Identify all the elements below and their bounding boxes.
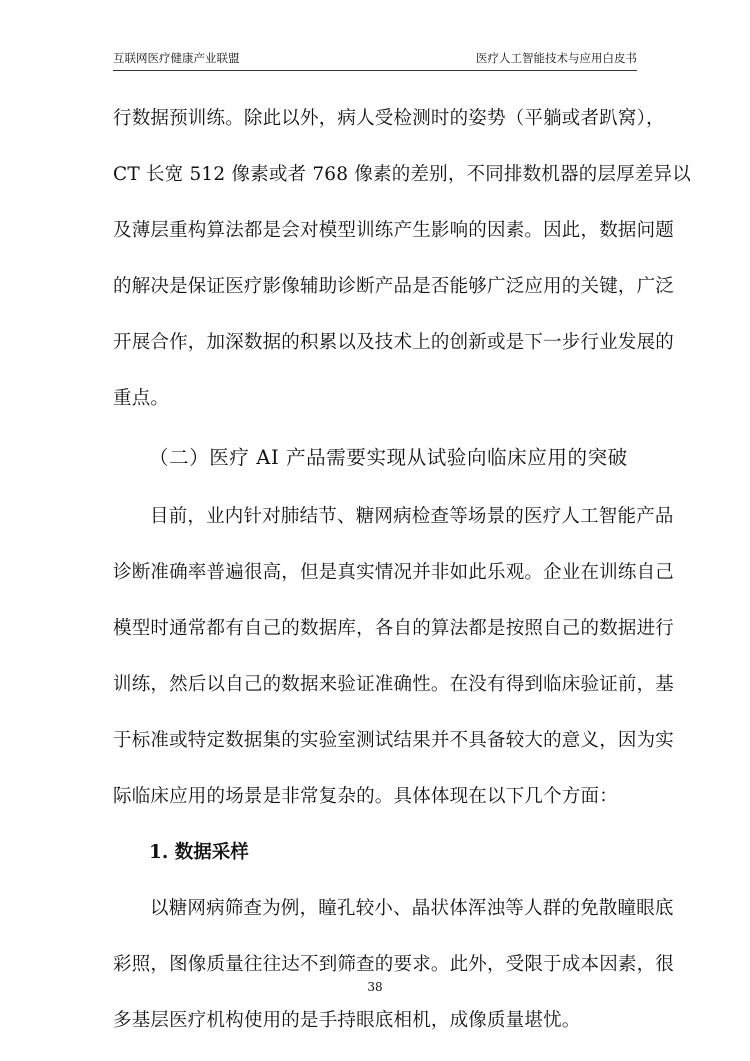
paragraph-line: 及薄层重构算法都是会对模型训练产生影响的因素。因此，数据问题 [113, 220, 675, 241]
paragraph-line: 模型时通常都有自己的数据库，各自的算法都是按照自己的数据进行 [113, 618, 675, 639]
header-document-title: 医疗人工智能技术与应用白皮书 [476, 51, 637, 65]
section-heading: （二）医疗 AI 产品需要实现从试验向临床应用的突破 [149, 446, 628, 469]
sub-heading: 1. 数据采样 [149, 842, 249, 863]
page-header [113, 48, 637, 71]
page-body [113, 91, 691, 1049]
paragraph-line: 彩照，图像质量往往达不到筛查的要求。此外，受限于成本因素，很 [113, 954, 675, 975]
paragraph-line: 训练，然后以自己的数据来验证准确性。在没有得到临床验证前，基 [113, 674, 675, 695]
paragraph-line: 开展合作，加深数据的积累以及技术上的创新或是下一步行业发展的 [113, 332, 675, 353]
page-number: 38 [367, 980, 383, 994]
paragraph-line: 目前，业内针对肺结节、糖网病检查等场景的医疗人工智能产品 [150, 506, 674, 527]
paragraph-line: 诊断准确率普遍很高，但是真实情况并非如此乐观。企业在训练自己 [113, 562, 675, 583]
paragraph-line: 际临床应用的场景是非常复杂的。具体体现在以下几个方面： [113, 786, 618, 807]
paragraph-line: 行数据预训练。除此以外，病人受检测时的姿势（平躺或者趴窝）， [113, 108, 665, 129]
paragraph-line: 以糖网病筛查为例，瞳孔较小、晶状体浑浊等人群的免散瞳眼底 [150, 898, 674, 919]
paragraph-line: 重点。 [113, 388, 170, 409]
paragraph-line: 的解决是保证医疗影像辅助诊断产品是否能够广泛应用的关键，广泛 [113, 276, 675, 297]
paragraph-line: 多基层医疗机构使用的是手持眼底相机，成像质量堪忧。 [113, 1010, 581, 1031]
paragraph-line: 于标准或特定数据集的实验室测试结果并不具备较大的意义，因为实 [113, 730, 675, 751]
paragraph-line: CT 长宽 512 像素或者 768 像素的差别，不同排数机器的层厚差异以 [113, 164, 691, 185]
header-organization: 互联网医疗健康产业联盟 [113, 51, 240, 65]
